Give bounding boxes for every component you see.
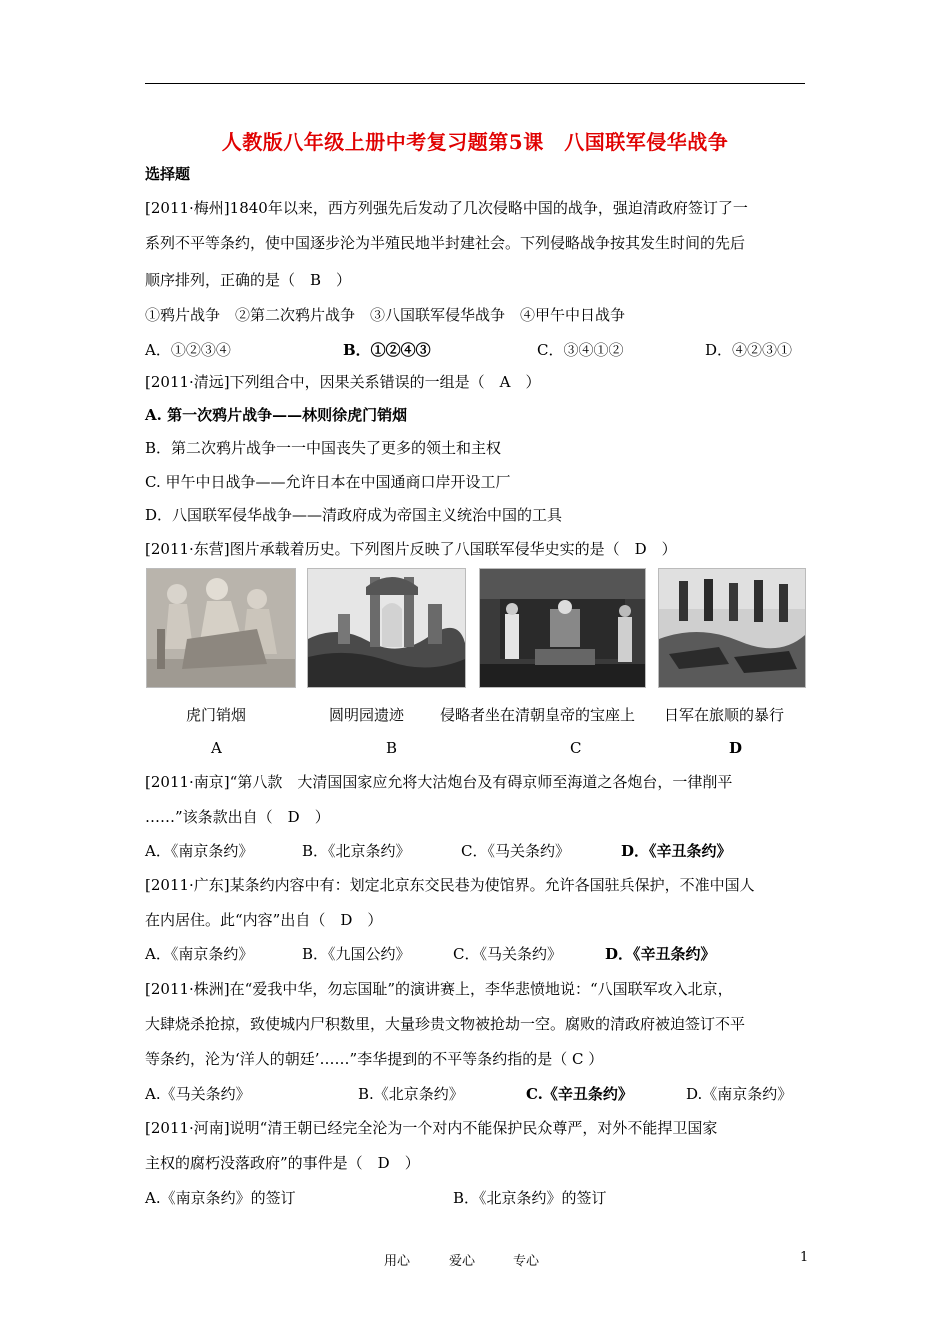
q1-line-3: 顺序排列，正确的是（ B ） xyxy=(145,271,352,289)
q6-line-1: [2011·株洲]在“爱我中华，勿忘国耻”的演讲赛上，李华悲愤地说：“八国联军攻入北京， xyxy=(145,980,733,998)
photo-yuanmingyuan-ruins xyxy=(307,568,466,688)
q2-option-b: B．第二次鸦片战争一一中国丧失了更多的领土和主权 xyxy=(145,439,502,457)
q6-line-2: 大肆烧杀抢掠，致使城内尸积数里，大量珍贵文物被抢劫一空。腐败的清政府被迫签订不平 xyxy=(145,1015,746,1033)
photo-humen-relief xyxy=(146,568,296,688)
footer-slogan-2: 爱心 xyxy=(449,1254,476,1269)
q4-option-a: A．《南京条约》 xyxy=(145,842,254,860)
q2-stem: [2011·清远]下列组合中，因果关系错误的一组是（ A ） xyxy=(145,373,541,391)
q4-option-d: D．《辛丑条约》 xyxy=(621,842,732,860)
photo-invaders-on-throne xyxy=(479,568,646,688)
q6-option-d: D.《南京条约》 xyxy=(686,1085,793,1103)
q1-option-b: B．①②④③ xyxy=(343,341,431,359)
header-rule xyxy=(145,83,805,84)
q6-option-c: C.《辛丑条约》 xyxy=(526,1085,633,1103)
photo-lushun-atrocity xyxy=(658,568,806,688)
page-number: 1 xyxy=(800,1250,809,1265)
q7-line-1: [2011·河南]说明“清王朝已经完全沦为一个对内不能保护民众尊严，对外不能捍卫国家 xyxy=(145,1119,718,1137)
q3-letter-d: D xyxy=(729,739,743,757)
q5-line-1: [2011·广东]某条约内容中有：划定北京东交民巷为使馆界。允许各国驻兵保护，不准中国人 xyxy=(145,876,755,894)
q3-letter-b: B xyxy=(386,739,398,757)
q1-option-d: D．④②③① xyxy=(705,341,793,359)
q1-line-2: 系列不平等条约，使中国逐步沦为半殖民地半封建社会。下列侵略战争按其发生时间的先后 xyxy=(145,234,746,252)
q4-option-b: B．《北京条约》 xyxy=(302,842,411,860)
q4-line-2: ……”该条款出自（ D ） xyxy=(145,808,330,826)
q7-option-b: B．《北京条约》的签订 xyxy=(453,1189,607,1207)
q6-option-a: A.《马关条约》 xyxy=(145,1085,251,1103)
q3-caption-a: 虎门销烟 xyxy=(186,706,247,724)
footer-slogan-3: 专心 xyxy=(513,1254,540,1269)
q5-option-a: A．《南京条约》 xyxy=(145,945,254,963)
q6-line-3: 等条约，沦为‘洋人的朝廷’……”李华提到的不平等条约指的是（ C ） xyxy=(145,1050,604,1068)
q2-option-a: A. 第一次鸦片战争——林则徐虎门销烟 xyxy=(145,406,408,424)
q2-option-c: C. 甲午中日战争——允许日本在中国通商口岸开设工厂 xyxy=(145,473,511,491)
q5-line-2: 在内居住。此“内容”出自（ D ） xyxy=(145,911,383,929)
q7-option-a: A.《南京条约》的签订 xyxy=(145,1189,296,1207)
footer-slogan-1: 用心 xyxy=(384,1254,411,1269)
section-heading: 选择题 xyxy=(145,165,191,183)
q5-option-d: D．《辛丑条约》 xyxy=(605,945,716,963)
q2-option-d: D．八国联军侵华战争——清政府成为帝国主义统治中国的工具 xyxy=(145,506,563,524)
q3-letter-c: C xyxy=(570,739,582,757)
page-title: 人教版八年级上册中考复习题第5课 八国联军侵华战争 xyxy=(221,130,729,154)
q1-line-1: [2011·梅州]1840年以来，西方列强先后发动了几次侵略中国的战争，强迫清政府签订了一 xyxy=(145,199,748,217)
q3-caption-c: 侵略者坐在清朝皇帝的宝座上 xyxy=(440,706,636,724)
q7-line-2: 主权的腐朽没落政府”的事件是（ D ） xyxy=(145,1154,420,1172)
q3-caption-d: 日军在旅顺的暴行 xyxy=(664,706,785,724)
q3-letter-a: A xyxy=(211,739,222,757)
q4-line-1: [2011·南京]“第八款 大清国国家应允将大沽炮台及有碍京师至海道之各炮台，一律削平 xyxy=(145,773,733,791)
q1-option-c: C．③④①② xyxy=(537,341,624,359)
q3-caption-b: 圆明园遗迹 xyxy=(329,706,405,724)
q1-items: ①鸦片战争 ②第二次鸦片战争 ③八国联军侵华战争 ④甲午中日战争 xyxy=(145,306,626,324)
q5-option-b: B．《九国公约》 xyxy=(302,945,411,963)
q1-option-a: A．①②③④ xyxy=(145,341,231,359)
q6-option-b: B.《北京条约》 xyxy=(358,1085,464,1103)
q5-option-c: C．《马关条约》 xyxy=(453,945,562,963)
q4-option-c: C．《马关条约》 xyxy=(461,842,570,860)
q3-stem: [2011·东营]图片承载着历史。下列图片反映了八国联军侵华史实的是（ D ） xyxy=(145,540,677,558)
